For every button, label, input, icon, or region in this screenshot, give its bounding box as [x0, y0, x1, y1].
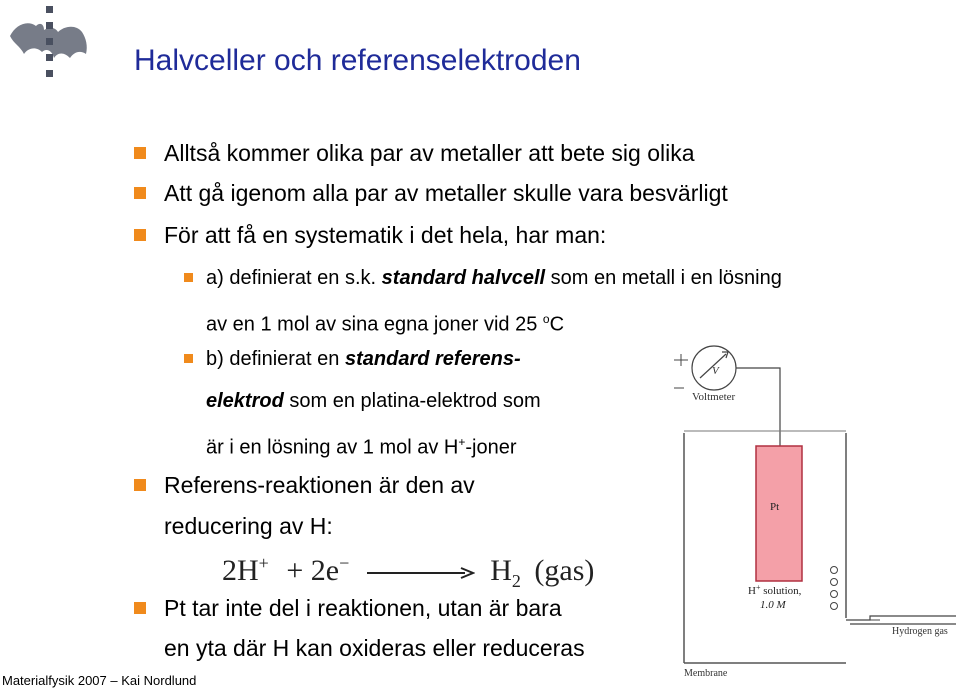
equation-electron-charge: − — [339, 553, 350, 573]
sub-b-line3-suffix: -joner — [465, 436, 517, 459]
bullet-text: Alltså kommer olika par av metaller att bete sig olika — [164, 140, 695, 166]
bullet-text: För att få en systematik i det hela, har man: — [164, 222, 607, 248]
equation-product-subscript: 2 — [511, 571, 521, 591]
equation-reactant: 2H — [222, 554, 259, 587]
sub-a-emphasis: standard halvcell — [381, 267, 546, 289]
bullet-square-icon — [134, 479, 146, 491]
electrode-label: Pt — [770, 501, 780, 513]
gas-label: Hydrogen gas — [892, 626, 948, 637]
sub-bullet-b-text — [206, 347, 521, 371]
sub-b-line2-text: som en platina-elektrod som — [283, 390, 541, 412]
hydrogen-electrode-diagram — [670, 338, 960, 678]
sub-b-emphasis-2: elektrod — [206, 390, 284, 412]
university-logo — [6, 2, 92, 82]
reaction-equation — [222, 553, 594, 592]
sub-b-prefix: b) definierat en — [206, 348, 345, 370]
bullet-square-icon — [134, 602, 146, 614]
sub-a-line-2 — [206, 307, 564, 337]
membrane-label: Membrane — [684, 668, 728, 678]
bullet-square-icon — [134, 147, 146, 159]
sub-a-prefix: a) definierat en s.k. — [206, 267, 382, 289]
sub-bullet-square-icon — [184, 354, 193, 363]
sub-b-line-2 — [206, 389, 541, 413]
bullet-text: Att gå igenom alla par av metaller skulle vara besvärligt — [164, 180, 728, 206]
concentration-label: 1.0 M — [760, 599, 786, 611]
degree-superscript: o — [542, 312, 550, 326]
bullet-text: Pt tar inte del i reaktionen, utan är bara — [164, 595, 562, 621]
bullet-square-icon — [134, 229, 146, 241]
arrow-right-icon — [365, 566, 475, 580]
referens-line-2: reducering av H: — [164, 513, 333, 539]
sub-b-emphasis-1: standard referens- — [344, 348, 521, 370]
voltmeter-label: Voltmeter — [692, 391, 736, 403]
bullet-text: Referens-reaktionen är den av — [164, 472, 475, 498]
solution-label: H+ solution, — [748, 583, 802, 597]
platinum-electrode — [756, 446, 802, 581]
footer: Materialfysik 2007 – Kai Nordlund — [2, 673, 197, 688]
sub-bullet-square-icon — [184, 273, 193, 282]
pt-line-2: en yta där H kan oxideras eller reduceras — [164, 635, 585, 661]
equation-state: (gas) — [534, 554, 595, 587]
sub-a-suffix: som en metall i en lösning — [545, 267, 782, 289]
sub-a-line2-text: av en 1 mol av sina egna joner vid 25 — [206, 313, 543, 336]
bullet-square-icon — [134, 187, 146, 199]
sub-b-line-3 — [206, 430, 517, 460]
plus-superscript: + — [458, 435, 466, 449]
sub-bullet-a-text — [206, 266, 782, 290]
sub-b-line3-text: är i en lösning av 1 mol av H — [206, 436, 459, 459]
voltmeter-symbol: V — [712, 365, 719, 377]
unit-text: C — [549, 313, 565, 336]
equation-reactant-charge: + — [258, 553, 269, 573]
equation-electrons: + 2e — [286, 554, 340, 587]
equation-product: H — [490, 554, 512, 587]
page-title: Halvceller och referenselektroden — [134, 44, 581, 77]
